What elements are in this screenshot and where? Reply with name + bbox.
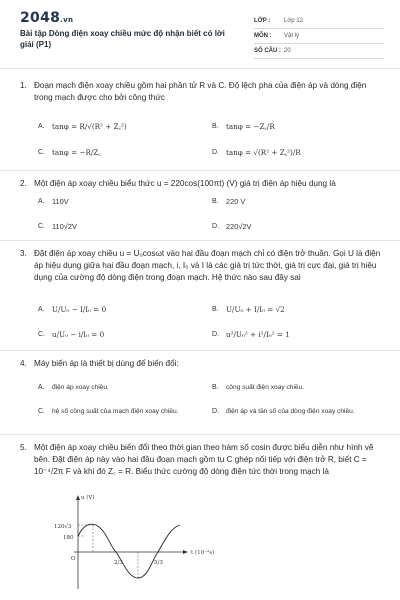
option-label: D. (212, 223, 219, 230)
option-text: u/U₀ − i/I₀ = 0 (52, 330, 105, 339)
option-text: tanφ = √(R² + Z꜀²)/R (226, 148, 301, 157)
option-label: D. (212, 408, 219, 415)
option-text: 220√2V (226, 222, 252, 231)
meta-class-value: Lớp 12 (284, 18, 303, 24)
option-text: U/U₀ − I/I₀ = 0 (52, 305, 107, 314)
meta-subject-label: MÔN : (254, 33, 272, 39)
page-title: Bài tập Dòng điện xoay chiều mức độ nhận biết có lời giải (P1) (20, 29, 225, 49)
question-number: 5. (20, 443, 27, 452)
question-text: Một điện áp xoay chiều biến đổi theo thời gian theo hàm số cosin được biểu diễn như hình vẽ bên. Đặt điện áp này vào hai đầu đoạn mạch gồm tụ C ghép nối tiếp với điện trở R, biết C = 10⁻⁴/2π F và khi đó Z꜀ = R. Biểu thức cường độ dòng điện tức thời trong mạch là (34, 443, 374, 477)
question-2 (20, 178, 382, 190)
divider (0, 170, 400, 171)
option-label: C. (38, 408, 45, 415)
meta-class-label: LỚP : (254, 18, 271, 24)
meta-subject-value: Vật lý (284, 33, 300, 39)
question-number: 1. (20, 81, 27, 90)
option-label: A. (38, 123, 45, 130)
option-text: điện áp xoay chiều. (52, 384, 109, 391)
question-text: Đặt điện áp xoay chiều u = U₀cosωt vào hai đầu đoạn mạch chỉ có điện trở thuần. Gọi U là điện áp hiệu dụng giữa hai đầu đoạn mạch, i, I₀ và I là các giá trị tức thời, giá trị cực đại, giá trị hiệu dụng của cường độ dòng điện trong đoạn mạch. Hệ thức nào sau đây sai (34, 249, 381, 283)
option-label: C. (38, 223, 45, 230)
option-label: B. (212, 123, 219, 130)
question-3 (20, 248, 382, 285)
option-label: A. (38, 384, 45, 391)
question-5 (20, 442, 382, 479)
question-1 (20, 80, 382, 104)
option-text: tanφ = −Z꜀/R (226, 122, 275, 131)
question-number: 3. (20, 249, 27, 258)
option-text: điện áp và tần số của dòng điện xoay chiều. (226, 408, 355, 415)
option-text: hệ số công suất của mạch điện xoay chiều. (52, 408, 179, 415)
option-text: 110√2V (52, 222, 77, 231)
option-text: 110V (52, 197, 69, 206)
option-label: A. (38, 198, 45, 205)
option-text: công suất điện xoay chiều. (226, 384, 305, 391)
divider (0, 350, 400, 351)
option-label: A. (38, 306, 45, 313)
origin-label: O (71, 556, 76, 562)
question-text: Một điện áp xoay chiều biểu thức u = 220cos(100πt) (V) giá trị điện áp hiệu dụng là (34, 179, 336, 188)
option-text: U/U₀ + I/I₀ = √2 (226, 305, 285, 314)
option-label: D. (212, 149, 219, 156)
meta-count-value: 20 (284, 48, 291, 54)
x-axis-label: t (10⁻²s) (191, 550, 215, 556)
site-logo[interactable]: 2048.vn (20, 10, 74, 26)
option-label: C. (38, 149, 45, 156)
option-text: 220 V (226, 197, 246, 206)
option-text: u²/U₀² + i²/I₀² = 1 (226, 330, 290, 339)
x-tick-1: 2/3 (114, 560, 123, 566)
option-label: B. (212, 198, 219, 205)
x-axis-arrow (183, 550, 188, 554)
y-axis-label: u (V) (81, 495, 95, 501)
question-number: 4. (20, 359, 27, 368)
option-text: tanφ = R/√(R² + Z꜀²) (52, 122, 127, 131)
y-tick-mid: 180 (63, 535, 74, 541)
meta-count (254, 44, 384, 59)
divider (0, 240, 400, 241)
question-text: Máy biến áp là thiết bị dùng để biến đổi: (34, 359, 179, 368)
y-tick-top: 120√3 (54, 524, 72, 530)
option-label: D. (212, 331, 219, 338)
meta-count-label: SỐ CÂU : (254, 48, 281, 54)
question-4 (20, 358, 382, 370)
option-label: B. (212, 306, 219, 313)
meta-class (254, 14, 384, 29)
option-text: tanφ = −R/Z꜀ (52, 148, 101, 157)
question-text: Đoạn mạch điện xoay chiều gồm hai phần tử R và C. Độ lệch pha của điện áp và dòng điện trong mạch được cho bởi công thức (34, 81, 367, 103)
voltage-curve (78, 524, 180, 578)
x-tick-2: 5/3 (154, 560, 163, 566)
question-number: 2. (20, 179, 27, 188)
option-label: C. (38, 331, 45, 338)
divider (0, 434, 400, 435)
voltage-graph (40, 494, 240, 594)
option-label: B. (212, 384, 219, 391)
meta-subject (254, 29, 384, 44)
y-axis-arrow (76, 495, 80, 500)
divider (0, 68, 400, 69)
